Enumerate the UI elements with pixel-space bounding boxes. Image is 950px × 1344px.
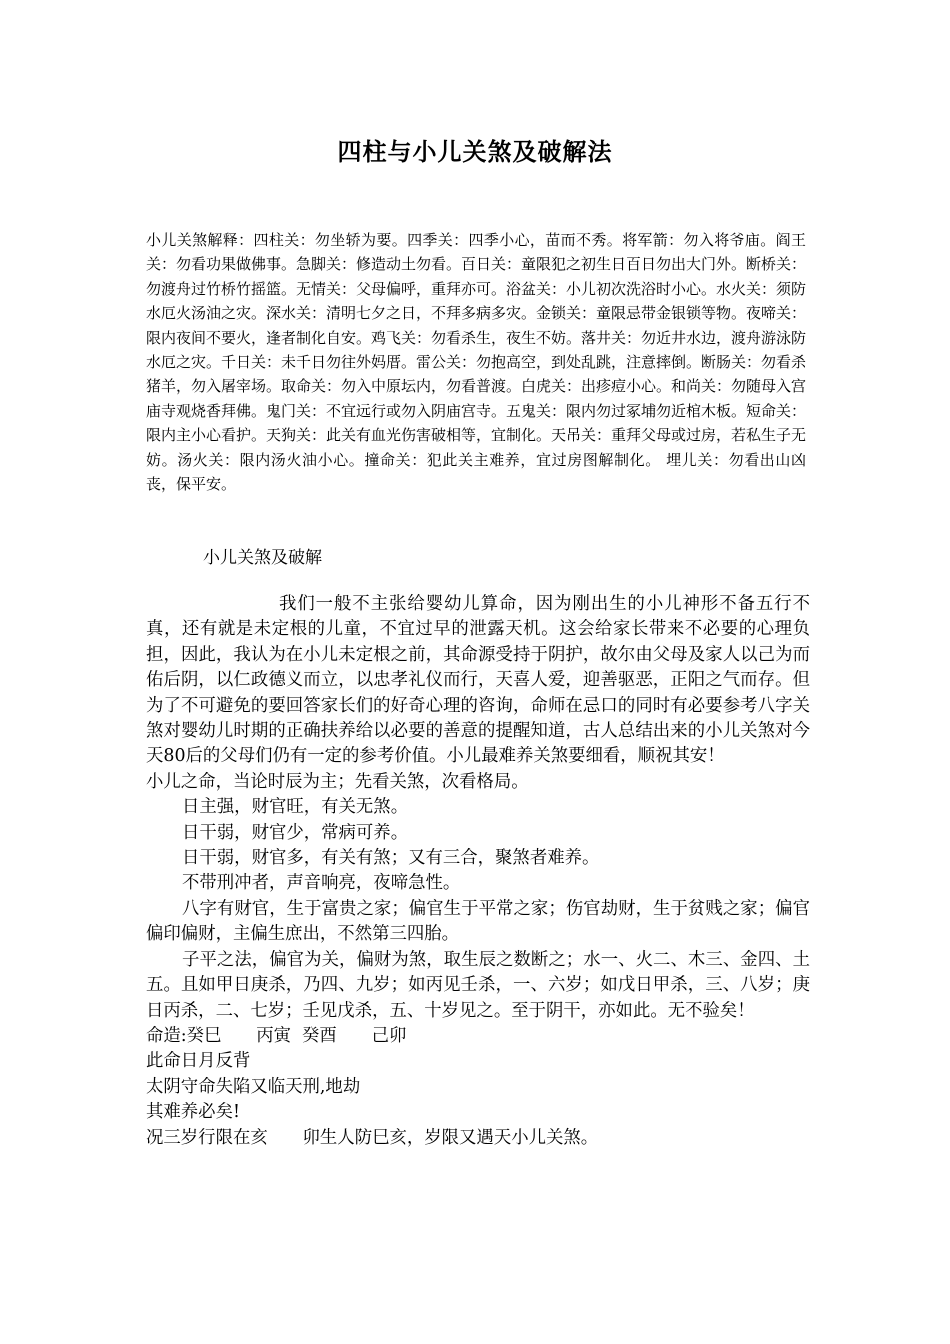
body-paragraph: 日主强，财官旺，有关无煞。	[182, 797, 409, 818]
body-paragraph: 子平之法，偏官为关，偏财为煞，取生辰之数断之；水一、火二、木三、金四、土五。且如甲日庚杀，乃四、九岁；如丙见壬杀，一、六岁；如戊日甲杀，三、八岁；庚日丙杀，二、七岁；壬见戊杀，五、十岁见之。至于阴干，亦如此。无不验矣！	[146, 949, 810, 1021]
body-paragraph: 不带刑冲者，声音响亮，夜啼急性。	[182, 873, 461, 894]
page-title: 四柱与小儿关煞及破解法	[337, 137, 613, 166]
intro-paragraph: 小儿关煞解释：四柱关：勿坐轿为要。四季关：四季小心，苗而不秀。将军箭：勿入将爷庙。阎王关：勿看功果做佛事。急脚关：修造动土勿看。百日关：童限犯之初生日百日勿出大门外。断桥关：勿渡舟过竹桥竹摇篮。无情关：父母偏呼，重拜亦可。浴盆关：小儿初次洗浴时小心。水火关：须防水厄火汤油之灾。深水关：清明七夕之日，不拜多病多灾。金锁关：童限忌带金银锁等物。夜啼关：限内夜间不要火，逢者制化自安。鸡飞关：勿看杀生，夜生不妨。落井关：勿近井水边，渡舟游泳防水厄之灾。千日关：未千日勿往外妈厝。雷公关：勿抱高空，到处乱跳，注意摔倒。断肠关：勿看杀猪羊，勿入屠宰场。取命关：勿入中原坛内，勿看普渡。白虎关：出疹痘小心。和尚关：勿随母入宫庙寺观烧香拜佛。鬼门关：不宜远行或勿入阴庙宫寺。五鬼关：限内勿过冢埔勿近棺木板。短命关：限内主小心看护。天狗关：此关有血光伤害破相等，宜制化。天吊关：重拜父母或过房，若私生子无妨。汤火关：限内汤火油小心。撞命关：犯此关主难养，宜过房图解制化。 埋儿关：勿看出山凶丧，保平安。	[146, 231, 807, 494]
chart-line: 况三岁行限在亥 卯生人防巳亥，岁限又遇天小儿关煞。	[146, 1127, 599, 1148]
body-paragraph: 小儿之命，当论时辰为主；先看关煞，次看格局。	[146, 771, 529, 792]
body-text	[146, 592, 810, 1151]
chart-line: 其难养必矣!	[146, 1102, 240, 1123]
section-heading: 小儿关煞及破解	[203, 548, 322, 568]
body-paragraph: 日干弱，财官少，常病可养。	[182, 822, 409, 843]
body-paragraph: 八字有财官，生于富贵之家；偏官生于平常之家；伤官劫财，生于贫贱之家；偏官偏印偏财，主偏生庶出，不然第三四胎。	[146, 898, 810, 945]
chart-line: 太阴守命失陷又临天刑,地劫	[146, 1076, 361, 1097]
chart-line: 命造:癸巳 丙寅 癸酉 己卯	[146, 1025, 407, 1046]
chart-line: 此命日月反背	[146, 1051, 251, 1072]
body-paragraph: 我们一般不主张给婴幼儿算命，因为刚出生的小儿神形不备五行不真，还有就是未定根的儿童，不宜过早的泄露天机。这会给家长带来不必要的心理负担，因此，我认为在小儿未定根之前，其命源受持于阴护，故尔由父母及家人以己为而佑后阴，以仁政德义而立，以忠孝礼仪而行，天喜人爱，迎善驱恶，正阳之气而存。但为了不可避免的要回答家长们的好奇心理的咨询，命师在忌口的同时有必要参考八字关煞对婴幼儿时期的正确扶养给以必要的善意的提醒知道，古人总结出来的小儿关煞对今天80后的父母们仍有一定的参考价值。小儿最难养关煞要细看，顺祝其安！	[146, 594, 810, 767]
body-paragraph: 日干弱，财官多，有关有煞；又有三合，聚煞者难养。	[182, 848, 600, 869]
